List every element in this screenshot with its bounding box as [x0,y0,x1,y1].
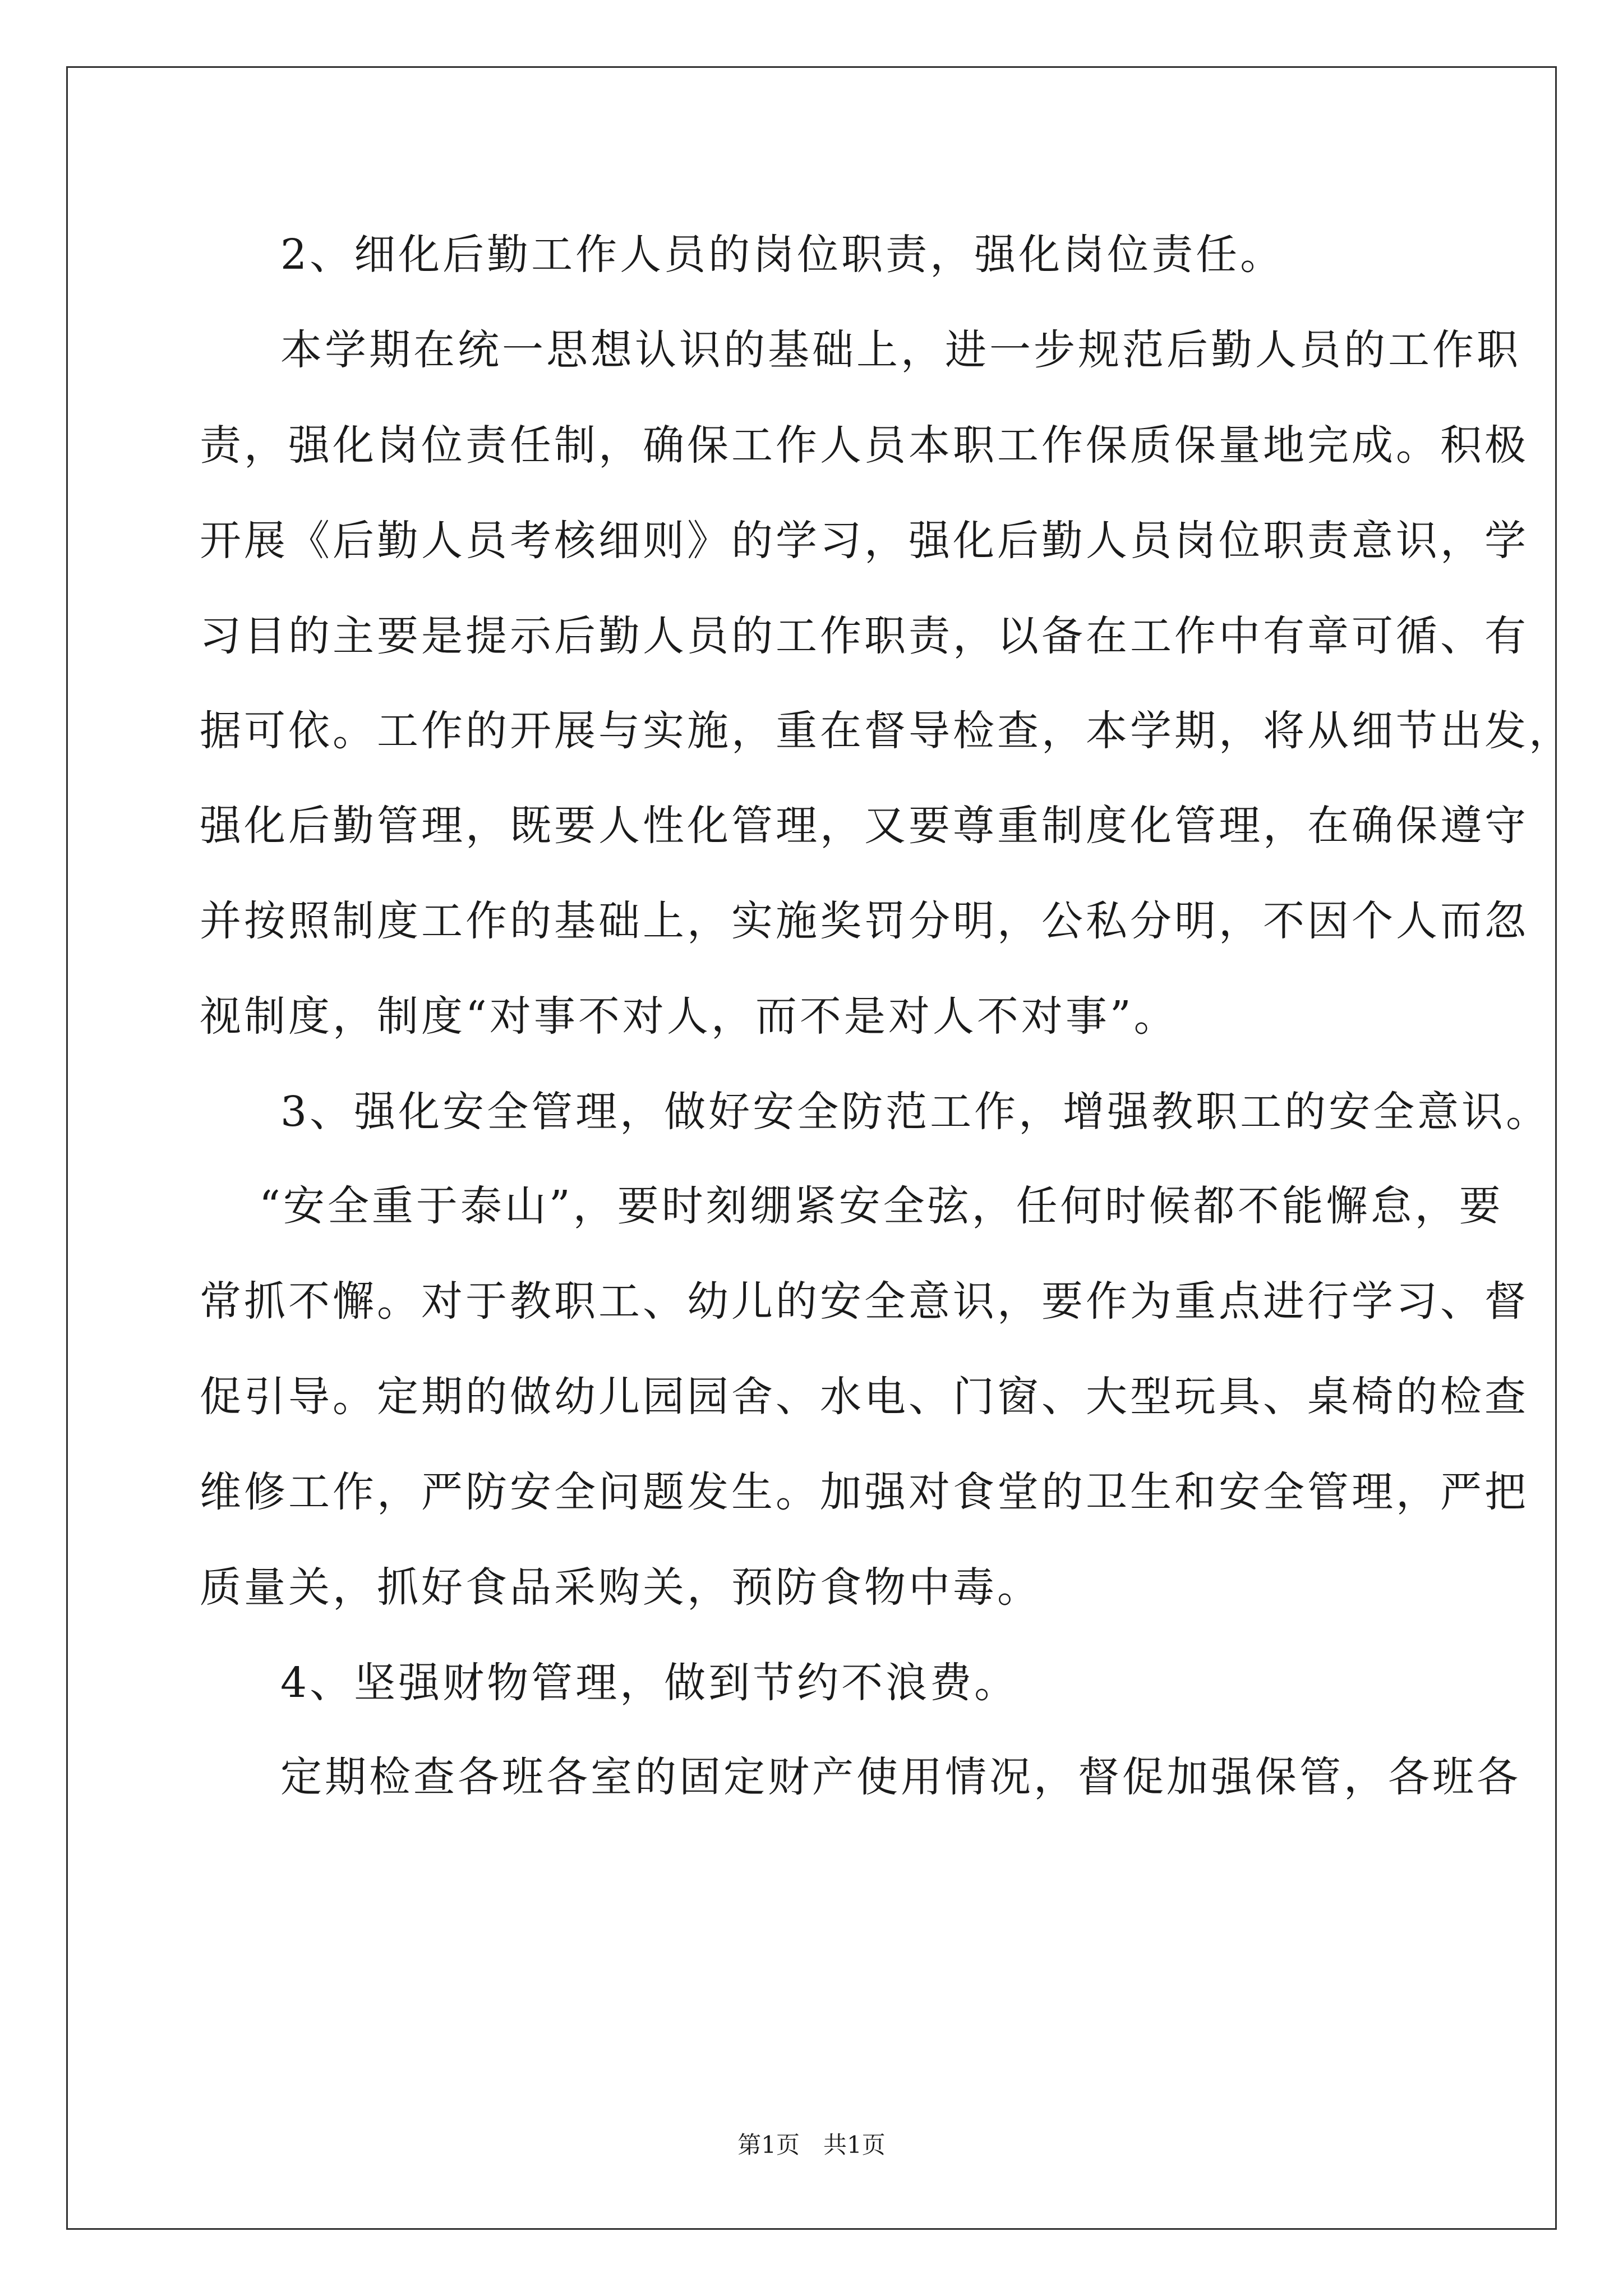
text-line: 习目的主要是提示后勤人员的工作职责，以备在工作中有章可循、有 [200,612,1529,660]
text-line: 质量关，抓好食品采购关，预防食物中毒。 [200,1563,1041,1612]
text-line: 强化后勤管理，既要人性化管理，又要尊重制度化管理，在确保遵守 [200,802,1529,850]
text-line: 据可依。工作的开展与实施，重在督导检查，本学期，将从细节出发， [200,707,1573,755]
text-line: 常抓不懈。对于教职工、幼儿的安全意识，要作为重点进行学习、督 [200,1277,1529,1326]
text-line: 开展《后勤人员考核细则》的学习，强化后勤人员岗位职责意识，学 [200,517,1529,565]
text-line: 责，强化岗位责任制，确保工作人员本职工作保质保量地完成。积极 [200,421,1529,470]
text-line: 视制度，制度“对事不对人，而不是对人不对事”。 [200,992,1178,1041]
text-line: “安全重于泰山”，要时刻绷紧安全弦，任何时候都不能懈怠，要 [259,1182,1504,1230]
page-footer: 第1页 共1页 [737,2131,886,2159]
text-line: 并按照制度工作的基础上，实施奖罚分明，公私分明，不因个人而忽 [200,897,1529,945]
text-line: 4、坚强财物管理，做到节约不浪费。 [280,1659,1019,1707]
text-line: 维修工作，严防安全问题发生。加强对食堂的卫生和安全管理，严把 [200,1468,1529,1516]
text-line: 促引导。定期的做幼儿园园舍、水电、门窗、大型玩具、桌椅的检查 [200,1373,1529,1421]
text-line: 2、细化后勤工作人员的岗位职责，强化岗位责任。 [280,231,1285,279]
text-line: 3、强化安全管理，做好安全防范工作，增强教职工的安全意识。 [280,1088,1551,1136]
text-line: 本学期在统一思想认识的基础上，进一步规范后勤人员的工作职 [280,326,1521,374]
text-line: 定期检查各班各室的固定财产使用情况，督促加强保管，各班各 [280,1753,1521,1801]
page-border [66,66,1573,2230]
